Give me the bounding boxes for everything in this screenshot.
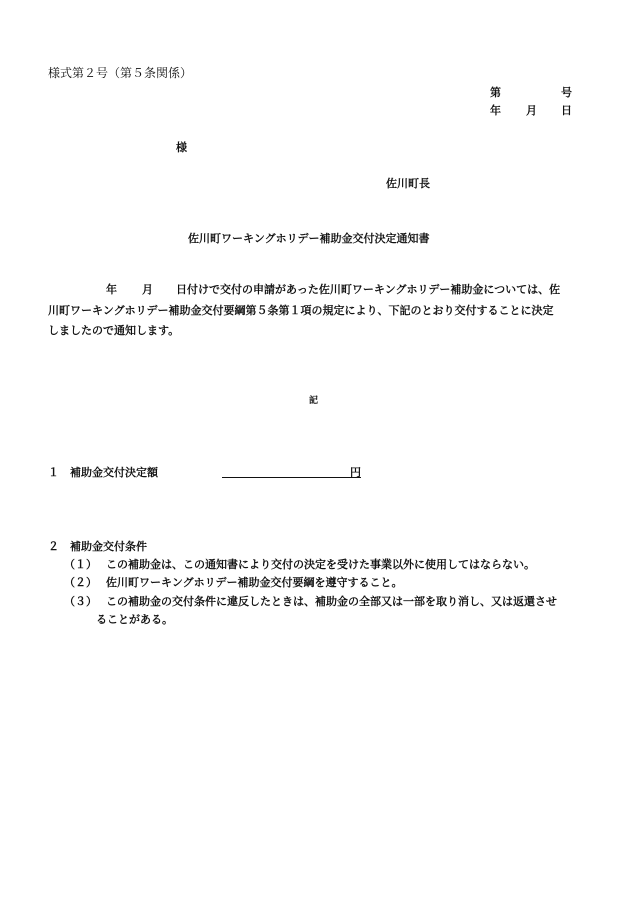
amount-blank-line (222, 463, 350, 478)
condition-3-number: （３） (64, 595, 97, 608)
date-day-label: 日 (561, 104, 572, 117)
body-date-month: 月 (142, 283, 153, 296)
form-label: 様式第２号（第５条関係） (48, 66, 193, 80)
issuer-name: 佐川町長 (386, 177, 430, 190)
condition-2-text: 佐川町ワーキングホリデー補助金交付要綱を遵守すること。 (106, 576, 403, 589)
section2-label: 補助金交付条件 (70, 540, 147, 553)
body-text-line3: しましたので通知します。 (48, 324, 180, 337)
document-title: 佐川町ワーキングホリデー補助金交付決定通知書 (188, 232, 430, 245)
section1-number: １ (48, 466, 59, 479)
document-number-suffix: 号 (561, 86, 572, 99)
body-date-year: 年 (106, 283, 117, 296)
ki-marker: 記 (309, 396, 319, 406)
section2-number: ２ (48, 540, 59, 553)
addressee-honorific: 様 (176, 141, 187, 154)
section1-unit: 円 (350, 466, 361, 479)
body-text-line1: 日付けで交付の申請があった佐川町ワーキングホリデー補助金については、佐 (176, 283, 561, 296)
condition-3-text: この補助金の交付条件に違反したときは、補助金の全部又は一部を取り消し、又は返還させ (106, 595, 557, 608)
date-month-label: 月 (526, 104, 537, 117)
body-text-line2: 川町ワーキングホリデー補助金交付要綱第５条第１項の規定により、下記のとおり交付することに決定 (48, 304, 554, 317)
condition-3-text-continued: ることがある。 (96, 613, 173, 626)
date-year-label: 年 (490, 104, 501, 117)
section1-label: 補助金交付決定額 (70, 466, 158, 479)
condition-1-number: （１） (64, 558, 97, 571)
document-number-prefix: 第 (490, 86, 501, 99)
condition-1-text: この補助金は、この通知書により交付の決定を受けた事業以外に使用してはならない。 (106, 558, 535, 571)
condition-2-number: （２） (64, 576, 97, 589)
